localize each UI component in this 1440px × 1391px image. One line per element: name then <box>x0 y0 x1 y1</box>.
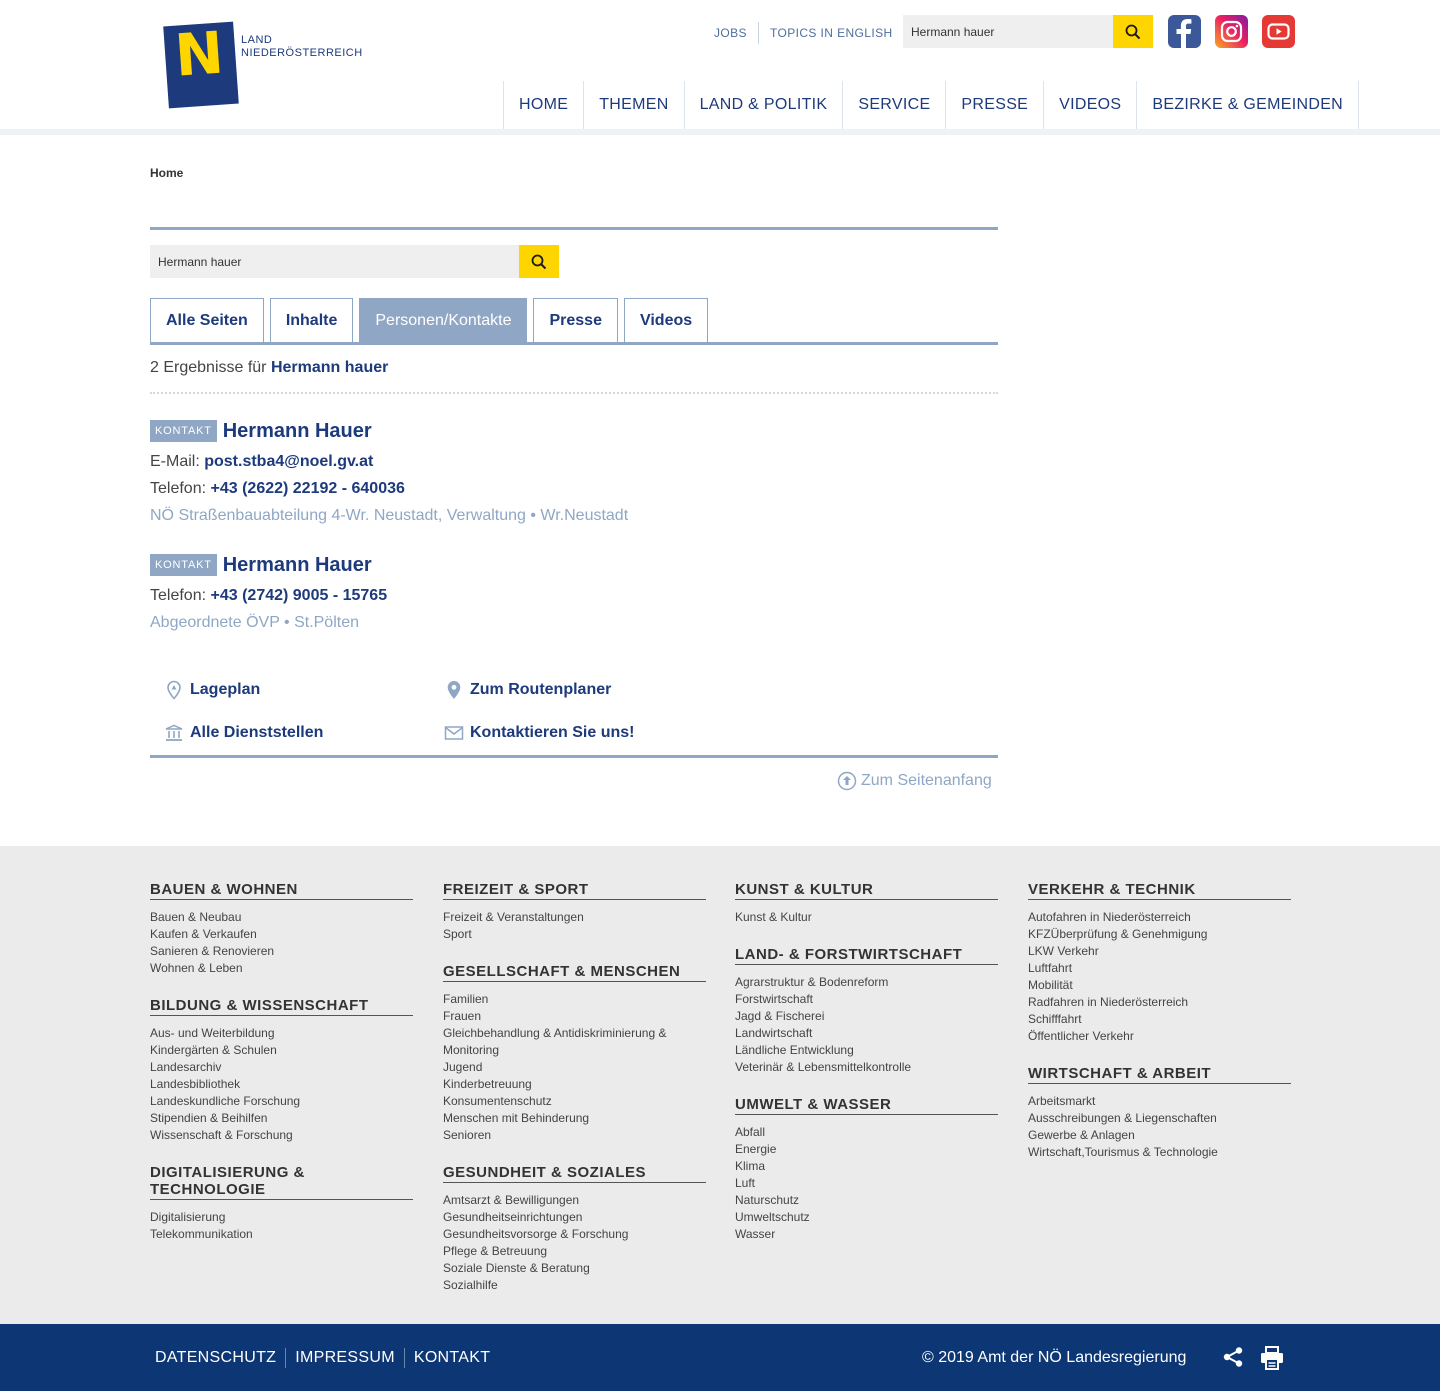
routenplaner-label: Zum Routenplaner <box>470 681 612 698</box>
contact-result <box>150 418 998 525</box>
contact-phone-link[interactable]: +43 (2742) 9005 - 15765 <box>210 587 388 604</box>
footer-group <box>443 881 706 943</box>
header-search <box>903 15 1153 48</box>
tab-presse[interactable]: Presse <box>533 298 618 342</box>
contact-email-line <box>150 453 998 471</box>
footer-link[interactable]: Kaufen & Verkaufen <box>150 927 257 941</box>
footer-sitemap <box>0 846 1440 1324</box>
footer-link[interactable]: Gesundheitseinrichtungen <box>443 1210 583 1224</box>
result-search <box>150 245 559 278</box>
logo-letter: N <box>172 18 226 90</box>
print-button[interactable] <box>1259 1345 1285 1376</box>
facebook-link[interactable] <box>1168 15 1201 48</box>
logo-badge <box>163 18 239 109</box>
footer-group-title: UMWELT & WASSER <box>735 1096 998 1115</box>
footer-link[interactable]: Wohnen & Leben <box>150 961 243 975</box>
jobs-link[interactable]: JOBS <box>714 26 747 40</box>
site-header <box>0 0 1440 130</box>
phone-label: Telefon: <box>150 587 207 604</box>
result-tabs <box>150 298 714 342</box>
contact-badge: KONTAKT <box>150 554 217 576</box>
result-search-button[interactable] <box>519 245 559 278</box>
footer-link[interactable]: Freizeit & Veranstaltungen <box>443 910 584 924</box>
youtube-icon <box>1262 15 1295 48</box>
footer-link[interactable]: Ausschreibungen & Liegenschaften <box>1028 1111 1217 1125</box>
footer-group-title: DIGITALISIERUNG & TECHNOLOGIE <box>150 1164 413 1200</box>
footer-link[interactable]: Aus- und Weiterbildung <box>150 1026 275 1040</box>
footer-link[interactable]: Sport <box>443 927 472 941</box>
footer-group-title: BILDUNG & WISSENSCHAFT <box>150 997 413 1016</box>
datenschutz-link[interactable]: DATENSCHUTZ <box>155 1349 277 1366</box>
footer-link[interactable]: Schifffahrt <box>1028 1012 1082 1026</box>
tab-personen-kontakte[interactable]: Personen/Kontakte <box>359 298 527 342</box>
dotted-divider <box>150 392 998 394</box>
footer-group-title: BAUEN & WOHNEN <box>150 881 413 900</box>
tab-inhalte[interactable]: Inhalte <box>270 298 354 342</box>
contact-badge: KONTAKT <box>150 420 217 442</box>
contact-organisation: NÖ Straßenbauabteilung 4-Wr. Neustadt, Verwaltung • Wr.Neustadt <box>150 507 629 524</box>
footer-group <box>443 963 706 1144</box>
footer-link[interactable]: Kinderbetreuung <box>443 1077 532 1091</box>
divider <box>150 755 998 758</box>
footer-group <box>735 881 998 926</box>
result-search-input[interactable] <box>150 245 519 278</box>
footer-link[interactable]: Radfahren in Niederösterreich <box>1028 995 1189 1009</box>
nav-presse[interactable]: PRESSE <box>946 81 1044 129</box>
footer-group <box>1028 1065 1291 1161</box>
footer-link[interactable]: LKW Verkehr <box>1028 944 1099 958</box>
building-icon <box>162 722 186 744</box>
tab-videos[interactable]: Videos <box>624 298 708 342</box>
footer-link[interactable]: Bauen & Neubau <box>150 910 242 924</box>
kontakt-link[interactable] <box>442 722 634 744</box>
main-navigation <box>503 81 1359 129</box>
arrow-up-circle-icon <box>837 771 857 791</box>
contact-header <box>150 552 998 578</box>
utility-links <box>703 22 904 44</box>
breadcrumb-home[interactable]: Home <box>150 166 184 180</box>
topics-in-english-link[interactable]: TOPICS IN ENGLISH <box>758 22 904 44</box>
result-count <box>150 359 388 377</box>
bottom-bar <box>0 1324 1440 1391</box>
site-logo[interactable] <box>160 18 363 112</box>
footer-group-title: LAND- & FORSTWIRTSCHAFT <box>735 946 998 965</box>
header-search-input[interactable] <box>903 15 1113 48</box>
footer-link[interactable]: Landesbibliothek <box>150 1077 241 1091</box>
footer-link[interactable]: Sanieren & Renovieren <box>150 944 275 958</box>
footer-link[interactable]: Klima <box>735 1159 766 1173</box>
footer-link[interactable]: Stipendien & Beihilfen <box>150 1111 268 1125</box>
footer-link[interactable]: Sozialhilfe <box>443 1278 498 1292</box>
tabs-divider <box>150 342 998 345</box>
phone-label: Telefon: <box>150 480 207 497</box>
footer-column <box>443 881 706 1314</box>
dienststellen-label: Alle Dienststellen <box>190 724 324 741</box>
legal-links <box>155 1348 499 1368</box>
footer-link[interactable]: Digitalisierung <box>150 1210 226 1224</box>
impressum-link[interactable]: IMPRESSUM <box>285 1348 404 1368</box>
footer-link[interactable]: Mobilität <box>1028 978 1073 992</box>
facebook-icon <box>1168 15 1201 48</box>
back-to-top-label: Zum Seitenanfang <box>861 772 992 789</box>
footer-link[interactable]: Naturschutz <box>735 1193 800 1207</box>
header-search-button[interactable] <box>1113 15 1153 48</box>
nav-land-politik[interactable]: LAND & POLITIK <box>685 81 844 129</box>
footer-link[interactable]: Wasser <box>735 1227 776 1241</box>
share-icon <box>1222 1346 1244 1368</box>
footer-link[interactable]: Telekommunikation <box>150 1227 253 1241</box>
footer-column <box>735 881 998 1263</box>
footer-link[interactable]: Agrarstruktur & Bodenreform <box>735 975 889 989</box>
footer-link[interactable]: Landesarchiv <box>150 1060 222 1074</box>
footer-link[interactable]: Kunst & Kultur <box>735 910 812 924</box>
footer-link[interactable]: Gesundheitsvorsorge & Forschung <box>443 1227 629 1241</box>
footer-group <box>735 1096 998 1243</box>
footer-link[interactable]: Soziale Dienste & Beratung <box>443 1261 590 1275</box>
dienststellen-link[interactable] <box>162 722 323 744</box>
footer-link[interactable]: Luft <box>735 1176 756 1190</box>
footer-link[interactable]: Ländliche Entwicklung <box>735 1043 854 1057</box>
instagram-link[interactable] <box>1215 15 1248 48</box>
lageplan-label: Lageplan <box>190 681 261 698</box>
footer-group-title: FREIZEIT & SPORT <box>443 881 706 900</box>
nav-themen[interactable]: THEMEN <box>584 81 684 129</box>
footer-group-title: VERKEHR & TECHNIK <box>1028 881 1291 900</box>
header-divider <box>0 129 1440 135</box>
quick-links <box>150 676 998 746</box>
contact-header <box>150 418 998 444</box>
nav-service[interactable]: SERVICE <box>843 81 946 129</box>
footer-link[interactable]: Umweltschutz <box>735 1210 810 1224</box>
footer-link[interactable]: Gewerbe & Anlagen <box>1028 1128 1135 1142</box>
logo-wordmark <box>241 34 363 60</box>
footer-link[interactable]: Senioren <box>443 1128 492 1142</box>
kontakt-label: Kontaktieren Sie uns! <box>470 724 635 741</box>
result-count-prefix: 2 Ergebnisse für <box>150 359 267 376</box>
map-pin-icon <box>442 679 466 701</box>
map-pin-outline-icon <box>162 679 186 701</box>
instagram-icon <box>1215 15 1248 48</box>
footer-group-title: KUNST & KULTUR <box>735 881 998 900</box>
nav-home[interactable]: HOME <box>504 81 584 129</box>
routenplaner-link[interactable] <box>442 679 611 701</box>
contact-phone-line <box>150 480 998 498</box>
footer-link[interactable]: Konsumentenschutz <box>443 1094 552 1108</box>
kontakt-footer-link[interactable]: KONTAKT <box>404 1348 499 1368</box>
logo-line-1: LAND <box>241 34 273 46</box>
footer-column <box>1028 881 1291 1181</box>
search-icon <box>1125 24 1141 40</box>
footer-link[interactable]: Wirtschaft,Tourismus & Technologie <box>1028 1145 1218 1159</box>
footer-link[interactable]: Gleichbehandlung & Antidiskriminierung & Monitoring <box>443 1026 667 1057</box>
footer-link[interactable]: Landeskundliche Forschung <box>150 1094 301 1108</box>
contact-name-link[interactable]: Hermann Hauer <box>222 419 372 442</box>
footer-group-title: GESUNDHEIT & SOZIALES <box>443 1164 706 1183</box>
footer-link[interactable]: Forstwirtschaft <box>735 992 814 1006</box>
footer-group-title: GESELLSCHAFT & MENSCHEN <box>443 963 706 982</box>
result-query: Hermann hauer <box>270 359 389 376</box>
nav-videos[interactable]: VIDEOS <box>1044 81 1137 129</box>
tab-alle-seiten[interactable]: Alle Seiten <box>150 298 264 342</box>
footer-link[interactable]: Amtsarzt & Bewilligungen <box>443 1193 580 1207</box>
share-button[interactable] <box>1222 1346 1244 1373</box>
footer-link[interactable]: Landwirtschaft <box>735 1026 813 1040</box>
footer-link[interactable]: KFZÜberprüfung & Genehmigung <box>1028 927 1208 941</box>
footer-link[interactable]: Frauen <box>443 1009 482 1023</box>
footer-group <box>150 1164 413 1243</box>
contact-result <box>150 552 998 632</box>
contact-organisation: Abgeordnete ÖVP • St.Pölten <box>150 614 359 631</box>
footer-link[interactable]: Kindergärten & Schulen <box>150 1043 277 1057</box>
footer-link[interactable]: Öffentlicher Verkehr <box>1028 1029 1134 1043</box>
footer-group-title: WIRTSCHAFT & ARBEIT <box>1028 1065 1291 1084</box>
footer-group <box>1028 881 1291 1045</box>
footer-link[interactable]: Wissenschaft & Forschung <box>150 1128 293 1142</box>
footer-group <box>150 997 413 1144</box>
footer-link[interactable]: Luftfahrt <box>1028 961 1073 975</box>
youtube-link[interactable] <box>1262 15 1295 48</box>
divider <box>150 227 998 230</box>
contact-phone-line <box>150 587 998 605</box>
footer-link[interactable]: Jagd & Fischerei <box>735 1009 825 1023</box>
contact-phone-link[interactable]: +43 (2622) 22192 - 640036 <box>210 480 405 497</box>
footer-group <box>443 1164 706 1294</box>
footer-link[interactable]: Menschen mit Behinderung <box>443 1111 590 1125</box>
contact-name-link[interactable]: Hermann Hauer <box>222 553 372 576</box>
footer-group <box>735 946 998 1076</box>
footer-link[interactable]: Familien <box>443 992 489 1006</box>
lageplan-link[interactable] <box>162 679 260 701</box>
email-label: E-Mail: <box>150 453 200 470</box>
search-icon <box>531 254 547 270</box>
mail-icon <box>442 722 466 744</box>
footer-group <box>150 881 413 977</box>
footer-link[interactable]: Arbeitsmarkt <box>1028 1094 1096 1108</box>
copyright-text: © 2019 Amt der NÖ Landesregierung <box>922 1349 1187 1366</box>
footer-link[interactable]: Energie <box>735 1142 777 1156</box>
footer-link[interactable]: Pflege & Betreuung <box>443 1244 548 1258</box>
footer-link[interactable]: Veterinär & Lebensmittelkontrolle <box>735 1060 912 1074</box>
footer-link[interactable]: Jugend <box>443 1060 483 1074</box>
print-icon <box>1259 1345 1285 1371</box>
footer-link[interactable]: Autofahren in Niederösterreich <box>1028 910 1191 924</box>
nav-bezirke-gemeinden[interactable]: BEZIRKE & GEMEINDEN <box>1137 81 1359 129</box>
footer-link[interactable]: Abfall <box>735 1125 766 1139</box>
logo-line-2: NIEDERÖSTERREICH <box>241 47 363 59</box>
contact-email-link[interactable]: post.stba4@noel.gv.at <box>204 453 374 470</box>
back-to-top-link[interactable] <box>837 771 992 791</box>
footer-column <box>150 881 413 1263</box>
